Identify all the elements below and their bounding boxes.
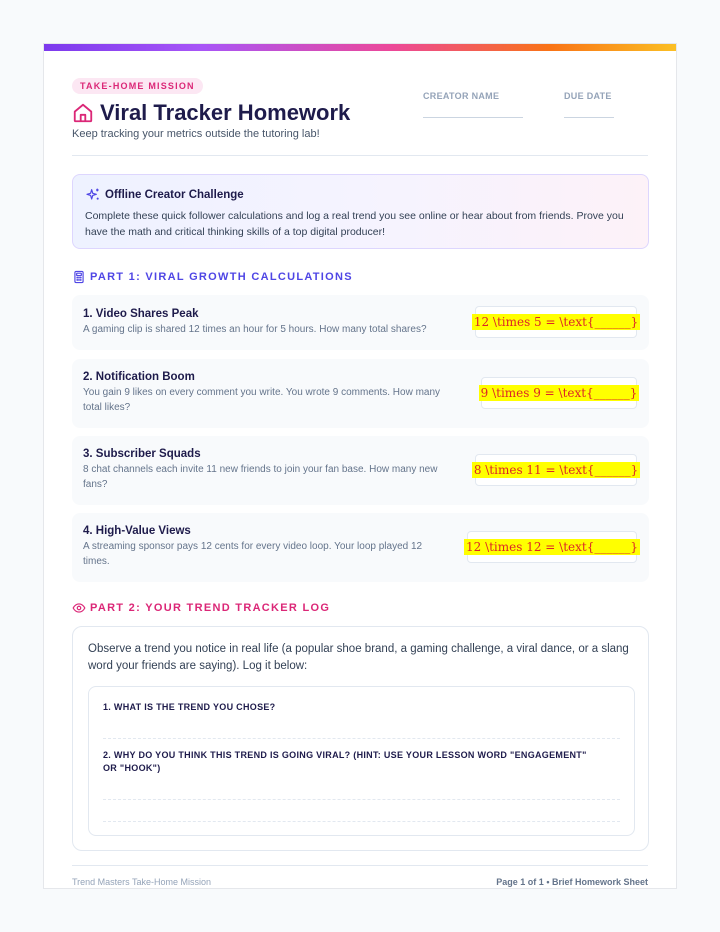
sparkles-icon bbox=[85, 187, 101, 203]
problem-card-2 bbox=[72, 359, 649, 428]
answer-box-4[interactable] bbox=[467, 531, 637, 563]
problem-card-3 bbox=[72, 436, 649, 505]
creator-name-field[interactable] bbox=[423, 91, 499, 101]
calculator-icon bbox=[72, 270, 86, 284]
answer-box-3[interactable] bbox=[475, 454, 637, 486]
gradient-top-bar bbox=[44, 44, 676, 51]
due-date-line bbox=[564, 117, 614, 118]
due-date-field[interactable] bbox=[564, 91, 612, 101]
answer-box-1[interactable] bbox=[475, 306, 637, 338]
answer-line-1[interactable] bbox=[103, 738, 620, 739]
header-divider bbox=[72, 155, 648, 156]
problem-description: You gain 9 likes on every comment you write. You wrote 9 comments. How many total likes? bbox=[83, 387, 441, 413]
problem-title: 3. Subscriber Squads bbox=[83, 448, 201, 460]
problem-description: A streaming sponsor pays 12 cents for every video loop. Your loop played 12 times. bbox=[83, 541, 423, 567]
answer-box-2[interactable] bbox=[481, 377, 637, 409]
challenge-callout bbox=[72, 174, 649, 249]
answer-line-2a[interactable] bbox=[103, 799, 620, 800]
problem-description: 8 chat channels each invite 11 new friends to join your fan base. How many new fans? bbox=[83, 464, 438, 490]
answer-expression: 12 \times 5 = \text{______} bbox=[473, 315, 639, 329]
problem-title: 4. High-Value Views bbox=[83, 525, 191, 537]
answer-line-2b[interactable] bbox=[103, 821, 620, 822]
problem-title: 1. Video Shares Peak bbox=[83, 308, 199, 320]
part2-heading bbox=[72, 601, 330, 615]
callout-title: Offline Creator Challenge bbox=[105, 189, 244, 201]
answer-expression: 8 \times 11 = \text{______} bbox=[473, 463, 639, 477]
problem-description: A gaming clip is shared 12 times an hour for 5 hours. How many total shares? bbox=[83, 324, 427, 335]
part1-title: PART 1: VIRAL GROWTH CALCULATIONS bbox=[90, 271, 353, 283]
creator-name-line bbox=[423, 117, 523, 118]
question-1-label: 1. WHAT IS THE TREND YOU CHOSE? bbox=[103, 702, 276, 712]
callout-header bbox=[85, 187, 636, 203]
problem-title: 2. Notification Boom bbox=[83, 371, 195, 383]
part1-heading bbox=[72, 270, 353, 284]
answer-expression: 12 \times 12 = \text{______} bbox=[465, 540, 639, 554]
mission-badge: TAKE-HOME MISSION bbox=[72, 78, 203, 94]
page-number: Page 1 of 1 bbox=[496, 877, 544, 887]
footer-divider bbox=[72, 865, 648, 866]
page-subtitle: Keep tracking your metrics outside the tutoring lab! bbox=[72, 128, 320, 140]
footer-sheet-type: • Brief Homework Sheet bbox=[543, 877, 648, 887]
trend-log-card bbox=[72, 626, 649, 851]
question-2-label: 2. WHY DO YOU THINK THIS TREND IS GOING VIRAL? (HINT: USE YOUR LESSON WORD "ENGAGEMENT" OR "HOOK") bbox=[103, 750, 587, 773]
title-row bbox=[72, 100, 350, 126]
problem-card-1 bbox=[72, 295, 649, 350]
answer-expression: 9 \times 9 = \text{______} bbox=[480, 386, 638, 400]
footer-program-name: Trend Masters Take-Home Mission bbox=[72, 877, 212, 887]
homework-sheet bbox=[43, 43, 677, 889]
creator-name-label: CREATOR NAME bbox=[423, 91, 500, 101]
home-icon bbox=[72, 102, 94, 124]
due-date-label: DUE DATE bbox=[564, 91, 612, 101]
trend-log-form bbox=[88, 686, 635, 836]
part2-title: PART 2: YOUR TREND TRACKER LOG bbox=[90, 602, 331, 614]
callout-body: Complete these quick follower calculations and log a real trend you see online or hear about from friends. Prove you have the math and critical thinking skills of a top digital producer! bbox=[85, 210, 624, 238]
trend-log-intro: Observe a trend you notice in real life (a popular shoe brand, a gaming challenge, a viral dance, or a slang word your friends are saying). Log it below: bbox=[88, 643, 629, 672]
page-title: Viral Tracker Homework bbox=[100, 100, 351, 125]
problem-card-4 bbox=[72, 513, 649, 582]
eye-icon bbox=[72, 601, 86, 615]
footer-page-info bbox=[496, 877, 648, 887]
